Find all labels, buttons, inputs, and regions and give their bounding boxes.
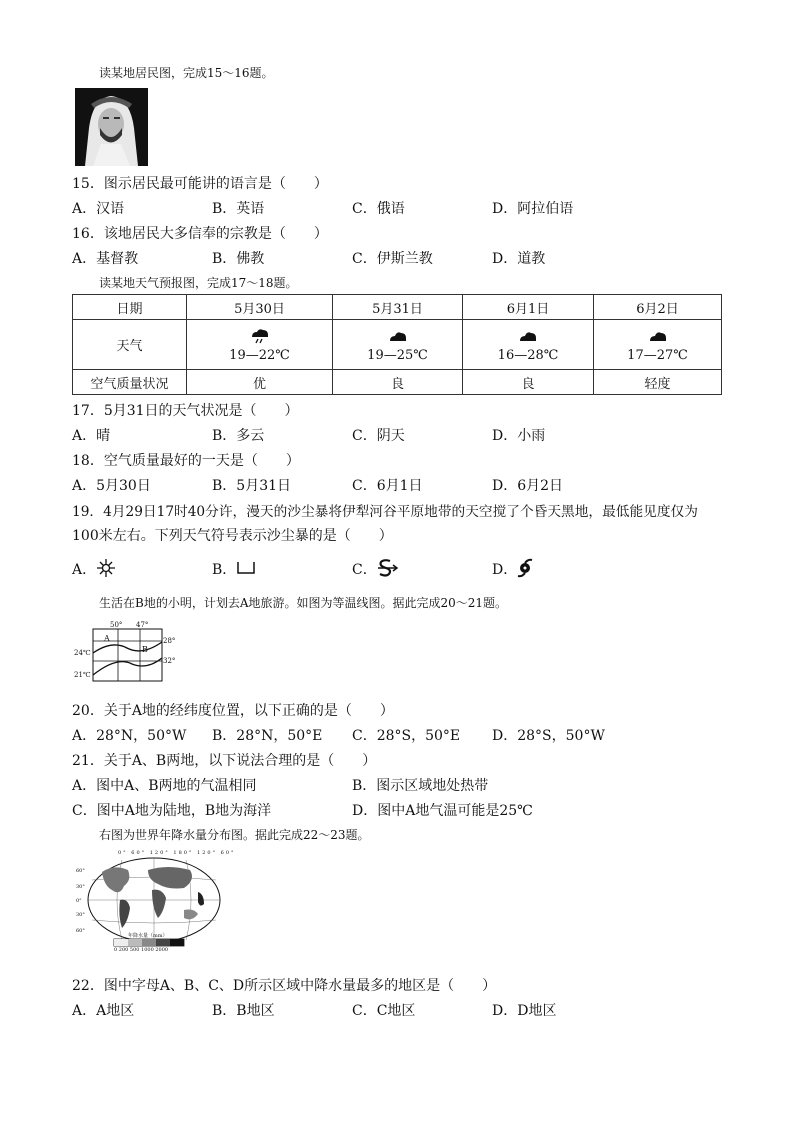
option-a: A．28°N，50°W <box>72 728 187 744</box>
longitude-label: 120° <box>197 850 218 856</box>
option-b: B．英语 <box>212 201 265 217</box>
question-17: 17．5月31日的天气状况是（ ） <box>72 403 299 419</box>
isotherm-map <box>72 620 184 690</box>
row-label-air: 空气质量状况 <box>73 370 187 395</box>
weather-cell <box>333 320 463 370</box>
point-a-label: A <box>104 634 110 643</box>
question-15: 15．图示居民最可能讲的语言是（ ） <box>72 176 328 192</box>
option-b: B．B地区 <box>212 1003 275 1019</box>
date-cell: 6月1日 <box>463 295 594 320</box>
option-a: A．A地区 <box>72 1003 135 1019</box>
option-d: D．小雨 <box>492 428 546 444</box>
option-d: D．D地区 <box>492 1003 557 1019</box>
date-cell: 6月2日 <box>594 295 722 320</box>
question-22: 22．图中字母A、B、C、D所示区域中降水量最多的地区是（ ） <box>72 978 497 994</box>
temperature: 19—22℃ <box>229 348 290 363</box>
weather-forecast-table <box>72 294 722 395</box>
latitude-label: 32° <box>163 657 176 665</box>
weather-cell <box>463 320 594 370</box>
latitude-label: 0° <box>76 898 82 904</box>
option-a: A．基督教 <box>72 251 139 267</box>
temperature: 16—28℃ <box>497 348 559 363</box>
option-d: D．道教 <box>492 251 546 267</box>
option-c: C．C地区 <box>352 1003 416 1019</box>
date-cell: 5月30日 <box>187 295 333 320</box>
option-c: C．图中A地为陆地，B地为海洋 <box>72 803 272 819</box>
option-c: C．俄语 <box>352 201 405 217</box>
sun-icon <box>96 558 116 578</box>
option-c: C．伊斯兰教 <box>352 251 433 267</box>
isotherm-label: 24℃ <box>74 649 91 657</box>
intro-15-16: 读某地居民图，完成15～16题。 <box>99 66 274 80</box>
intro-17-18: 读某地天气预报图，完成17～18题。 <box>99 276 298 290</box>
option-b: B．28°N，50°E <box>212 728 323 744</box>
cloudy-icon <box>648 328 668 344</box>
option-c: C．6月1日 <box>352 478 423 494</box>
isotherm-label: 21℃ <box>74 671 91 679</box>
rain-icon <box>250 328 270 344</box>
option-a: A．晴 <box>72 428 111 444</box>
intro-22-23: 右图为世界年降水量分布图。据此完成22～23题。 <box>99 828 370 842</box>
option-d: D． <box>492 562 518 578</box>
temperature: 19—25℃ <box>367 348 428 363</box>
option-c: C．阴天 <box>352 428 405 444</box>
question-19-line1: 19．4月29日17时40分许，漫天的沙尘暴将伊犁河谷平原地带的天空搅了个昏天黑地，最低能见度仅为 <box>72 504 698 520</box>
latitude-label: 30° <box>76 912 85 918</box>
bracket-icon <box>236 561 256 575</box>
question-21: 21．关于A、B两地，以下说法合理的是（ ） <box>72 753 377 769</box>
intro-20-21: 生活在B地的小明，计划去A地旅游。如图为等温线图。据此完成20～21题。 <box>99 596 508 610</box>
resident-photo <box>75 88 148 166</box>
question-20: 20．关于A地的经纬度位置，以下正确的是（ ） <box>72 703 394 719</box>
option-d: D．阿拉伯语 <box>492 201 574 217</box>
air-quality-cell: 良 <box>333 370 463 395</box>
option-d: D．6月2日 <box>492 478 564 494</box>
option-a: A． <box>72 562 97 578</box>
air-quality-cell: 良 <box>463 370 594 395</box>
legend-ticks: 0 200 500 1000 2000 <box>114 947 169 953</box>
cloudy-icon <box>518 328 538 344</box>
question-19-line2: 100米左右。下列天气符号表示沙尘暴的是（ ） <box>72 528 393 544</box>
option-d: D．28°S，50°W <box>492 728 605 744</box>
question-18: 18．空气质量最好的一天是（ ） <box>72 453 300 469</box>
longitude-label: 180° <box>173 850 194 856</box>
option-b: B．佛教 <box>212 251 265 267</box>
sandstorm-icon <box>376 558 400 578</box>
longitude-label: 60° <box>131 850 147 856</box>
latitude-label: 30° <box>76 884 85 890</box>
longitude-label: 0° <box>118 850 128 856</box>
legend-title: 年降水量（mm） <box>128 933 168 939</box>
option-b: B． <box>212 562 237 578</box>
option-d: D．图中A地气温可能是25℃ <box>352 803 533 819</box>
world-map-graphic <box>72 850 228 960</box>
option-b: B．多云 <box>212 428 265 444</box>
weather-cell <box>187 320 333 370</box>
latitude-label: 28° <box>163 637 176 645</box>
longitude-label: 47° <box>136 621 149 629</box>
map-top-labels <box>118 850 236 856</box>
longitude-label: 50° <box>110 621 123 629</box>
row-label-weather: 天气 <box>73 320 187 370</box>
option-b: B．5月31日 <box>212 478 292 494</box>
latitude-label: 60° <box>76 868 85 874</box>
typhoon-icon <box>516 558 534 578</box>
longitude-label: 120° <box>149 850 170 856</box>
temperature: 17—27℃ <box>627 348 688 363</box>
longitude-label: 60° <box>220 850 236 856</box>
option-a: A．5月30日 <box>72 478 151 494</box>
point-b-label: B <box>142 645 148 654</box>
air-quality-cell: 轻度 <box>594 370 722 395</box>
option-c: C．28°S，50°E <box>352 728 461 744</box>
weather-cell <box>594 320 722 370</box>
option-a: A．图中A、B两地的气温相同 <box>72 778 257 794</box>
option-b: B．图示区域地处热带 <box>352 778 489 794</box>
date-cell: 5月31日 <box>333 295 463 320</box>
world-precipitation-map <box>72 850 236 960</box>
cloudy-icon <box>388 328 408 344</box>
question-16: 16．该地居民大多信奉的宗教是（ ） <box>72 226 328 242</box>
latitude-label: 60° <box>76 928 85 934</box>
air-quality-cell: 优 <box>187 370 333 395</box>
option-c: C． <box>352 562 377 578</box>
row-label-date: 日期 <box>73 295 187 320</box>
option-a: A．汉语 <box>72 201 125 217</box>
